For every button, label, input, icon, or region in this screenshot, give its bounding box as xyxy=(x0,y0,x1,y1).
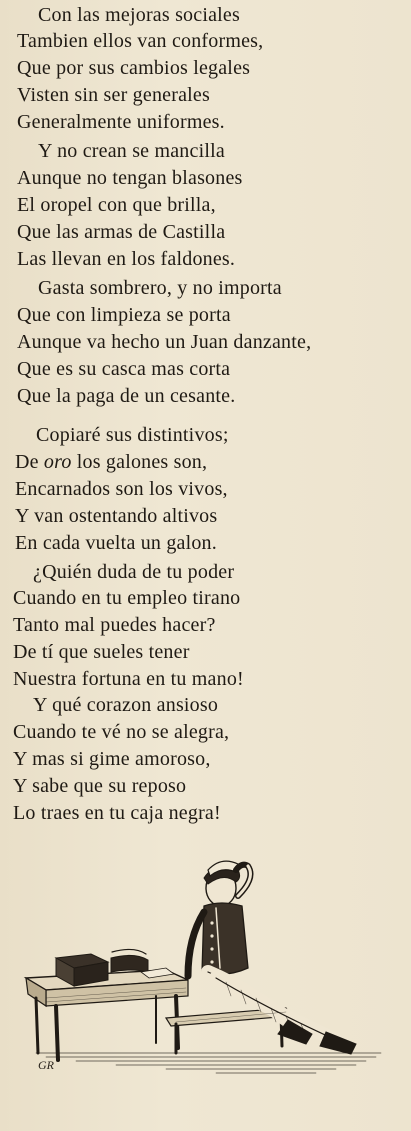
poem-line: En cada vuelta un galon. xyxy=(15,532,217,554)
poem-line: Con las mejoras sociales xyxy=(38,4,240,26)
poem-line: Gasta sombrero, y no importa xyxy=(38,277,282,299)
poem-line: Que la paga de un cesante. xyxy=(17,385,236,407)
poem-line: Que las armas de Castilla xyxy=(17,221,226,243)
poem-line xyxy=(15,449,207,475)
poem-line: Y van ostentando altivos xyxy=(15,505,218,527)
poem-line: Visten sin ser generales xyxy=(17,84,210,106)
poem-line: Cuando te vé no se alegra, xyxy=(13,721,230,743)
poem-line: Nuestra fortuna en tu mano! xyxy=(13,668,244,690)
poem-line: Copiaré sus distintivos; xyxy=(36,424,229,446)
poem-line: Que es su casca mas corta xyxy=(17,358,231,380)
poem-line-text: De oro los galones son, xyxy=(15,451,208,473)
poem-line: Encarnados son los vivos, xyxy=(15,478,228,500)
poem-line: Aunque va hecho un Juan danzante, xyxy=(17,331,312,353)
poem-line: El oropel con que brilla, xyxy=(17,194,216,216)
poem-line: Cuando en tu empleo tirano xyxy=(13,587,241,609)
italic-word: oro xyxy=(43,451,72,473)
poem-line: Y mas si gime amoroso, xyxy=(13,748,211,770)
poem-line: De tí que sueles tener xyxy=(13,641,190,663)
poem-line: Y qué corazon ansioso xyxy=(33,694,219,716)
poem-line: Tambien ellos van conformes, xyxy=(17,30,264,52)
poem-line: Que con limpieza se porta xyxy=(17,304,231,326)
poem-line: Y sabe que su reposo xyxy=(13,775,187,797)
poem-line: Aunque no tengan blasones xyxy=(17,167,243,189)
poem-line: Y no crean se mancilla xyxy=(38,140,225,162)
poem-line: Las llevan en los faldones. xyxy=(17,248,236,270)
poem-line: Tanto mal puedes hacer? xyxy=(13,614,216,636)
engraving-illustration xyxy=(16,848,386,1088)
poem-line: Generalmente uniformes. xyxy=(17,111,225,133)
poem-line: ¿Quién duda de tu poder xyxy=(33,561,235,583)
artist-signature: GR xyxy=(38,1058,54,1072)
poem-line: Lo traes en tu caja negra! xyxy=(13,802,221,824)
poem-line: Que por sus cambios legales xyxy=(17,57,251,79)
